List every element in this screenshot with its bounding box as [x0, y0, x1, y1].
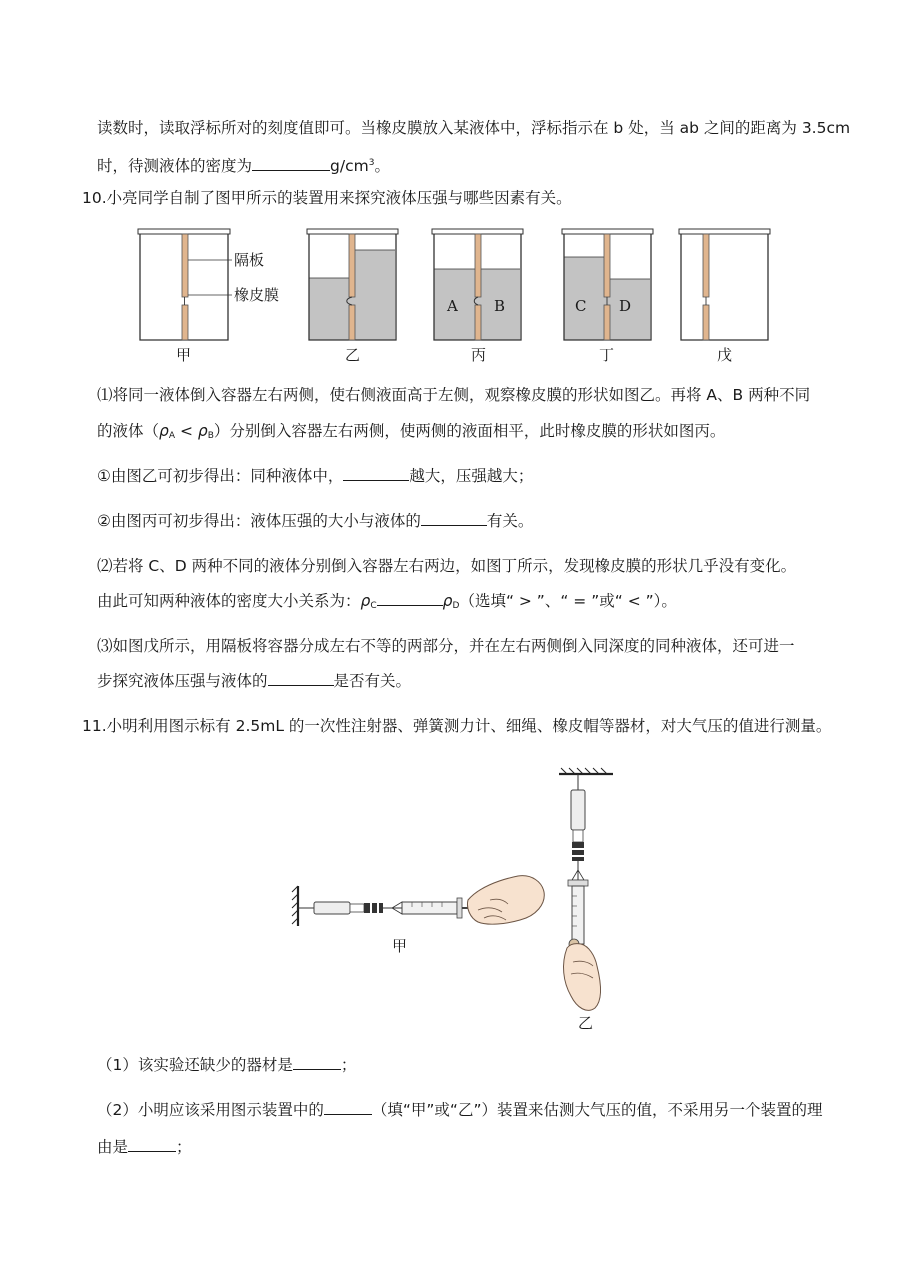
- q10-p3-line2-pre: 步探究液体压强与液体的: [97, 672, 268, 690]
- rho-d: ρ: [442, 592, 453, 610]
- q11-figure-label-yi: 乙: [578, 1014, 594, 1032]
- answer-blank-liquid-property[interactable]: [421, 510, 487, 526]
- q10-p1-line2: [97, 420, 725, 447]
- q9-unit-sup: 3: [368, 158, 375, 168]
- q11-q2-line2-pre: 由是: [97, 1138, 129, 1156]
- rho-a-sub: A: [168, 431, 176, 441]
- rho-d-sub: D: [452, 601, 460, 611]
- q11-stem: 11.小明利用图示标有 2.5mL 的一次性注射器、弹簧测力计、细绳、橡皮帽等器材，对大气压的值进行测量。: [82, 717, 832, 735]
- rho-c-sub: C: [370, 601, 377, 611]
- q10-p1-q1: [97, 465, 533, 487]
- liquid-letter-C: C: [575, 297, 587, 315]
- liquid-letter-B: B: [494, 297, 506, 315]
- q10-p3-line2: [97, 670, 411, 692]
- callout-partition: 隔板: [234, 251, 265, 269]
- figure-label-jia: 甲: [176, 346, 192, 364]
- q11-q2-line2-post: ；: [176, 1138, 192, 1156]
- figure-label-yi: 乙: [345, 346, 361, 364]
- q11-q2-pre: （2）小明应该采用图示装置中的: [97, 1101, 324, 1119]
- liquid-yi-right: [352, 250, 395, 340]
- answer-blank-missing-equipment[interactable]: [293, 1054, 341, 1070]
- q11-q1-post: ；: [340, 1056, 357, 1074]
- q11-figure-yi: [553, 768, 623, 1018]
- rho-a: ρ: [159, 422, 169, 440]
- q10-p2-line1: ⑵若将 C、D 两种不同的液体分别倒入容器左右两边，如图丁所示，发现橡皮膜的形状几乎没有变化。: [97, 557, 797, 575]
- answer-blank-density[interactable]: [252, 155, 330, 171]
- container-bing: [432, 229, 523, 340]
- q9-line1: 读数时，读取浮标所对的刻度值即可。当橡皮膜放入某液体中，浮标指示在 b 处，当 ab 之间的距离为 3.5cm: [97, 119, 851, 137]
- q10-stem: 10.小亮同学自制了图甲所示的装置用来探究液体压强与哪些因素有关。: [82, 189, 572, 207]
- q10-p1-line2-a: 的液体（: [97, 422, 160, 440]
- answer-blank-device-choice[interactable]: [324, 1099, 372, 1115]
- container-ding: [562, 229, 653, 340]
- q9-line2-post: 。: [374, 157, 390, 175]
- q11-q2-mid: （填“甲”或“乙”）装置来估测大气压的值，不采用另一个装置的理: [371, 1101, 823, 1119]
- answer-blank-density-relation[interactable]: [377, 590, 443, 606]
- q11-q2-line2: [97, 1136, 192, 1158]
- q10-p1-line1: ⑴将同一液体倒入容器左右两侧，使右侧液面高于左侧，观察橡皮膜的形状如图乙。再将 A、B 两种不同: [97, 386, 811, 404]
- q10-p1-q2-post: 有关。: [486, 512, 534, 530]
- q11-q1-pre: （1）该实验还缺少的器材是: [97, 1056, 293, 1074]
- rho-b: ρ: [197, 422, 208, 440]
- figure-label-ding: 丁: [599, 346, 615, 364]
- liquid-letter-A: A: [447, 297, 458, 315]
- container-wu: [679, 229, 770, 340]
- q10-p2-line2-pre: 由此可知两种液体的密度大小关系为：: [97, 592, 361, 610]
- q11-figure-jia: [292, 870, 552, 950]
- figure-label-wu: 戊: [717, 346, 733, 364]
- q11-figure-label-jia: 甲: [392, 937, 408, 955]
- rho-b-sub: B: [207, 431, 214, 441]
- callout-membrane: 橡皮膜: [234, 286, 280, 304]
- q10-p1-q1-pre: ①由图乙可初步得出：同种液体中，: [97, 467, 344, 485]
- q9-line2: [97, 152, 390, 177]
- q11-q1: [97, 1054, 356, 1076]
- q9-unit: g/cm: [330, 157, 369, 175]
- q11-q2-line1: [97, 1099, 823, 1121]
- liquid-letter-D: D: [619, 297, 632, 315]
- q10-p3-line1: ⑶如图戊所示，用隔板将容器分成左右不等的两部分，并在左右两侧倒入同深度的同种液体，还可进一: [97, 637, 795, 655]
- answer-blank-reason[interactable]: [128, 1136, 176, 1152]
- answer-blank-depth[interactable]: [343, 465, 409, 481]
- q9-line2-pre: 时，待测液体的密度为: [97, 157, 253, 175]
- container-jia: [138, 229, 230, 340]
- q10-p2-line2: [97, 590, 677, 617]
- q10-p2-line2-post: （选填“ > ”、“ = ”或“ < ”）。: [459, 592, 677, 610]
- q10-p3-line2-post: 是否有关。: [333, 672, 412, 690]
- q10-p1-q2: [97, 510, 533, 532]
- less-than-sign: <: [175, 422, 198, 440]
- rho-c: ρ: [360, 592, 371, 610]
- q10-p1-line2-b: ）分别倒入容器左右两侧，使两侧的液面相平，此时橡皮膜的形状如图丙。: [213, 422, 726, 440]
- answer-blank-volume[interactable]: [268, 670, 334, 686]
- q10-p1-q2-pre: ②由图丙可初步得出：液体压强的大小与液体的: [97, 512, 421, 530]
- container-yi: [307, 229, 398, 340]
- figure-label-bing: 丙: [471, 346, 487, 364]
- q10-p1-q1-post: 越大，压强越大；: [409, 467, 534, 485]
- partition-jia: [182, 234, 188, 340]
